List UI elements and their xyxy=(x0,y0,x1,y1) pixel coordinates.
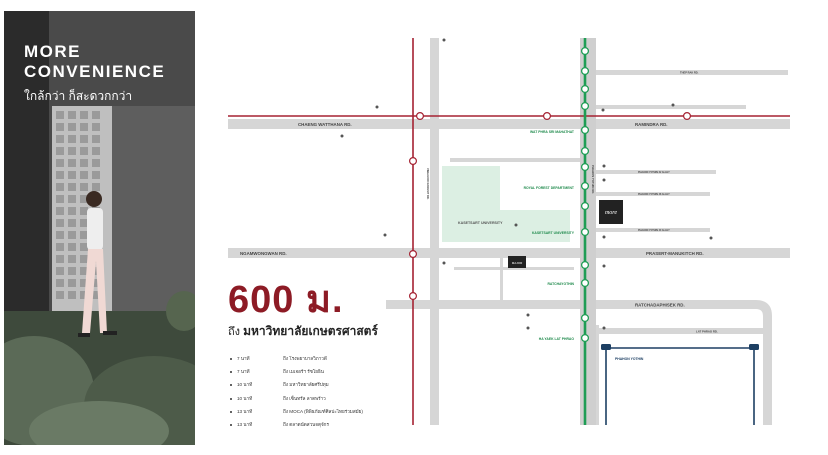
landmark-icon xyxy=(376,106,379,109)
landmark-icon xyxy=(515,224,518,227)
trip-time: 7 นาที xyxy=(237,369,250,375)
road-label-phahon-yothin: PHAHON YOTHIN RD. xyxy=(591,165,595,195)
blue-line-station xyxy=(601,344,611,350)
hero-subtitle: ใกล้กว่า ก็สะดวกกว่า xyxy=(24,89,133,103)
trip-time: 10 นาที xyxy=(237,382,253,388)
trip-place: ถึง MOCA (พิพิธภัณฑ์ศิลปะไทยร่วมสมัย) xyxy=(283,408,363,414)
road-label-ngamwongwan: NGAMWONGWAN RD. xyxy=(240,251,287,256)
landmark-icon xyxy=(603,179,606,182)
landmark-icon xyxy=(710,237,713,240)
landmark-icons xyxy=(341,39,713,330)
road-ratchadaphisek-curve xyxy=(756,300,772,425)
road-label-soi-32: PHAHON YOTHIN 32 ALLEY xyxy=(638,171,670,175)
green-line-station xyxy=(582,148,589,155)
trip-time: 13 นาที xyxy=(237,421,253,427)
road-label-soi-48: PHAHON YOTHIN 48 ALLEY xyxy=(638,193,670,197)
road-secondary-north xyxy=(596,105,746,109)
green-line-station xyxy=(582,203,589,210)
green-line-station xyxy=(582,315,589,322)
green-line-station xyxy=(582,103,589,110)
station-label-ratchayothin: RATCHAYOTHIN xyxy=(547,282,574,286)
landmark-icon xyxy=(602,109,605,112)
green-line-station xyxy=(582,164,589,171)
station-label-phahon-yothin: PHAHON YOTHIN xyxy=(615,357,644,361)
major-label: MAJOR xyxy=(511,261,523,265)
green-line-station xyxy=(582,183,589,190)
landmark-icon xyxy=(384,234,387,237)
road-ratchadaphisek xyxy=(386,300,756,309)
station-label-royal-forest: ROYAL FOREST DEPARTMENT xyxy=(523,186,574,190)
landmark-icon xyxy=(527,327,530,330)
road-label-chaeng-watthana: CHAENG WATTHANA RD. xyxy=(298,122,352,127)
trip-time: 7 นาที xyxy=(237,356,250,361)
landmark-icon xyxy=(603,165,606,168)
green-line-station xyxy=(582,127,589,134)
red-line-station xyxy=(417,113,424,120)
distance-prefix: ถึง xyxy=(228,326,241,338)
landmark-icon xyxy=(341,135,344,138)
road-campus-north xyxy=(450,158,590,162)
station-label-wat-phra-sri: WAT PHRA SRI MAHATHAT xyxy=(530,130,574,134)
road-label-thep-rak: THEP RAK RD. xyxy=(680,71,699,75)
hero-title-line1: MORE xyxy=(24,42,81,61)
landmark-icon xyxy=(443,39,446,42)
station-label-ha-yaek: HA YAEK LAT PHRAO xyxy=(538,337,574,341)
trip-place: ถึง เซ็นทรัล ลาดพร้าว xyxy=(283,395,326,401)
hero-title xyxy=(24,42,165,82)
road-label-vibhavadi: VIBHAVADI RANGSIT RD. xyxy=(426,168,429,200)
location-map xyxy=(220,30,800,430)
landmark-icon xyxy=(603,327,606,330)
red-line-station xyxy=(410,251,417,258)
kasetsart-campus-area-east xyxy=(442,210,570,242)
trip-place: ถึง โรงพยาบาลวิภาวดี xyxy=(283,356,327,361)
hero-photo xyxy=(4,11,195,445)
green-line-station xyxy=(582,262,589,269)
kasetsart-area-label: KASETSART UNIVERSITY xyxy=(458,221,503,225)
green-line-station xyxy=(582,86,589,93)
station-label-kasetsart: KASETSART UNIVERSITY xyxy=(531,231,574,235)
trip-place: ถึง เมเจอร์ฯ รัชโยธิน xyxy=(283,369,324,375)
green-line-station xyxy=(582,229,589,236)
road-phahon-south-side xyxy=(596,325,599,425)
road-label-lat-phrao: LAT PHRAO RD. xyxy=(696,329,718,334)
road-label-soi-40: PHAHON YOTHIN 40 ALLEY xyxy=(638,229,670,233)
landmark-icon xyxy=(672,104,675,107)
green-line-station xyxy=(582,335,589,342)
road-lat-phrao xyxy=(596,328,764,334)
red-line-station xyxy=(684,113,691,120)
hero-title-line2: CONVENIENCE xyxy=(24,62,166,81)
trip-time: 13 นาที xyxy=(237,408,253,414)
landmark-icon xyxy=(603,236,606,239)
red-line-station xyxy=(410,158,417,165)
landmark-icon xyxy=(527,314,530,317)
road-campus-inner xyxy=(500,258,503,303)
trip-time: 10 นาที xyxy=(237,395,253,401)
landmark-icon xyxy=(603,265,606,268)
trip-place: ถึง ตลาดนัดสวนจตุจักร xyxy=(283,421,329,427)
project-logo-text: more xyxy=(604,210,618,216)
road-label-ramindra: RAMINDRA RD. xyxy=(635,122,668,127)
green-line-station xyxy=(582,68,589,75)
road-label-ratchadaphisek: RATCHADAPHISEK RD. xyxy=(635,302,685,308)
road-label-prasert-manukitch: PRASERT-MANUKITCH RD. xyxy=(646,251,704,256)
distance-value: 600 ม. xyxy=(228,279,344,321)
red-line-station xyxy=(410,293,417,300)
trip-place: ถึง มหาวิทยาลัยศรีปทุม xyxy=(283,382,329,388)
red-line-station xyxy=(544,113,551,120)
landmark-icon xyxy=(443,262,446,265)
distance-place: มหาวิทยาลัยเกษตรศาสตร์ xyxy=(243,324,378,338)
blue-line-station xyxy=(749,344,759,350)
green-line-station xyxy=(582,280,589,287)
green-line-station xyxy=(582,48,589,55)
road-vibhavadi xyxy=(430,38,439,425)
